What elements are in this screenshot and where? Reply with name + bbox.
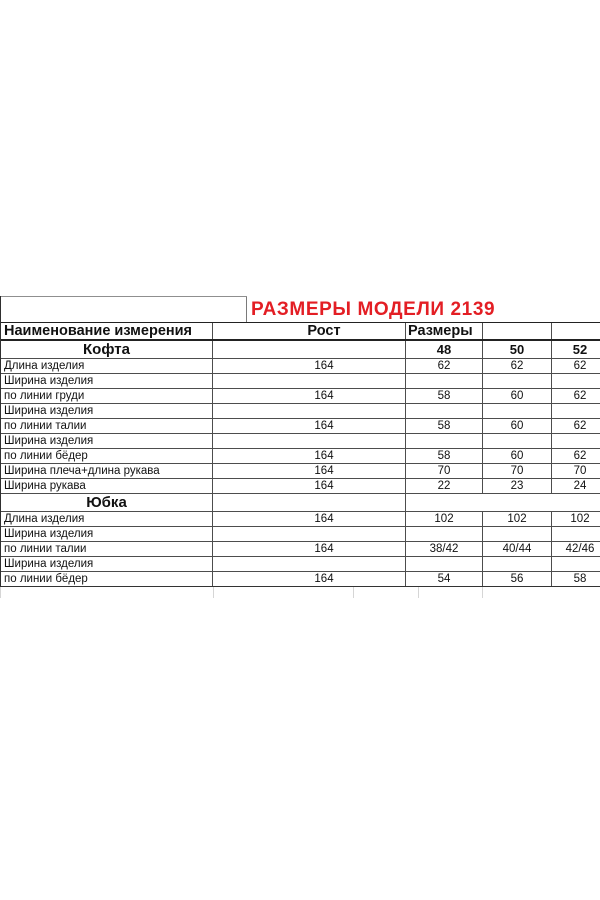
measure-label-cell: Ширина изделия xyxy=(1,557,213,571)
size-value-cell xyxy=(483,557,552,571)
size-value-cell xyxy=(552,434,600,448)
size-value-cell: 54 xyxy=(406,572,483,586)
size-value-cell xyxy=(406,404,483,418)
table-row-kofta xyxy=(1,464,600,479)
grid-stub-line xyxy=(0,587,1,598)
col-header-razmery: Размеры xyxy=(406,323,483,339)
rost-value-cell xyxy=(213,434,406,448)
rost-value-cell xyxy=(213,374,406,388)
size-value-cell: 70 xyxy=(406,464,483,478)
section-row-yubka xyxy=(1,494,600,512)
col-header-empty-2 xyxy=(552,323,600,339)
size-value-cell: 60 xyxy=(483,419,552,433)
size-value-cell xyxy=(552,374,600,388)
section-row-kofta xyxy=(1,341,600,359)
table-row-kofta xyxy=(1,419,600,434)
size-value-cell: 62 xyxy=(483,359,552,373)
size-value-cell xyxy=(552,527,600,541)
measure-label-cell: по линии груди xyxy=(1,389,213,403)
col-header-empty-1 xyxy=(483,323,552,339)
size-value-cell xyxy=(483,374,552,388)
measure-label-cell: Длина изделия xyxy=(1,512,213,526)
table-row-kofta xyxy=(1,434,600,449)
table-row-yubka xyxy=(1,527,600,542)
size-value-cell: 102 xyxy=(570,513,590,525)
title-row-gridline xyxy=(246,297,247,322)
size-value-cell: 62 xyxy=(573,360,587,372)
size-value-cell: 62 xyxy=(573,390,587,402)
section-label: Кофта xyxy=(1,341,213,358)
measure-label-cell: по линии бёдер xyxy=(1,449,213,463)
rost-value-cell: 164 xyxy=(213,449,406,463)
measure-label-cell: Ширина изделия xyxy=(1,404,213,418)
size-table xyxy=(1,322,600,587)
size-header-52: 52 xyxy=(572,342,588,357)
size-value-cell xyxy=(552,404,600,418)
rost-value-cell: 164 xyxy=(213,479,406,493)
size-value-cell xyxy=(406,527,483,541)
table-row-yubka xyxy=(1,542,600,557)
measure-label-cell: Ширина изделия xyxy=(1,527,213,541)
size-value-cell xyxy=(483,404,552,418)
rost-value-cell: 164 xyxy=(213,512,406,526)
table-row-kofta xyxy=(1,389,600,404)
size-table-body xyxy=(1,341,600,587)
size-value-cell: 38/42 xyxy=(406,542,483,556)
size-value-cell xyxy=(483,527,552,541)
rost-value-cell xyxy=(213,404,406,418)
grid-stub-line xyxy=(482,587,483,598)
col-header-measure: Наименование измерения xyxy=(1,323,213,339)
rost-value-cell: 164 xyxy=(213,389,406,403)
size-value-cell: 58 xyxy=(573,573,587,585)
table-row-kofta xyxy=(1,449,600,464)
grid-stub-line xyxy=(353,587,354,598)
measure-label-cell: Ширина плеча+длина рукава xyxy=(1,464,213,478)
rost-value-cell: 164 xyxy=(213,464,406,478)
size-value-cell xyxy=(552,557,600,571)
table-row-kofta xyxy=(1,374,600,389)
size-value-cell: 60 xyxy=(483,449,552,463)
size-value-cell: 23 xyxy=(483,479,552,493)
partial-top-gridline xyxy=(0,296,247,297)
rost-value-cell: 164 xyxy=(213,542,406,556)
size-value-cell: 42/46 xyxy=(565,543,595,555)
section-label: Юбка xyxy=(1,494,213,511)
table-row-yubka xyxy=(1,572,600,587)
measure-label-cell: Ширина изделия xyxy=(1,434,213,448)
size-value-cell: 24 xyxy=(573,480,587,492)
table-row-yubka xyxy=(1,512,600,527)
rost-value-cell: 164 xyxy=(213,359,406,373)
size-value-cell: 22 xyxy=(406,479,483,493)
size-value-cell: 62 xyxy=(573,420,587,432)
size-value-cell: 58 xyxy=(406,389,483,403)
table-header-row xyxy=(1,323,600,341)
measure-label-cell: по линии талии xyxy=(1,419,213,433)
measure-label-cell: Длина изделия xyxy=(1,359,213,373)
size-value-cell: 56 xyxy=(483,572,552,586)
size-value-cell: 70 xyxy=(483,464,552,478)
section-rost-cell xyxy=(213,341,406,358)
measure-label-cell: Ширина рукава xyxy=(1,479,213,493)
grid-stub-line xyxy=(418,587,419,598)
col-header-rost: Рост xyxy=(213,323,406,339)
size-value-cell: 102 xyxy=(483,512,552,526)
section-rost-cell xyxy=(213,494,406,511)
rost-value-cell xyxy=(213,527,406,541)
table-row-kofta xyxy=(1,359,600,374)
size-value-cell xyxy=(406,434,483,448)
measure-label-cell: по линии талии xyxy=(1,542,213,556)
measure-label-cell: по линии бёдер xyxy=(1,572,213,586)
size-value-cell: 60 xyxy=(483,389,552,403)
section-merged-cell xyxy=(406,494,600,511)
size-value-cell: 70 xyxy=(573,465,587,477)
measure-label-cell: Ширина изделия xyxy=(1,374,213,388)
size-value-cell: 58 xyxy=(406,419,483,433)
size-value-cell: 62 xyxy=(406,359,483,373)
size-header-50: 50 xyxy=(483,341,552,358)
rost-value-cell: 164 xyxy=(213,419,406,433)
size-value-cell: 40/44 xyxy=(483,542,552,556)
table-row-kofta xyxy=(1,404,600,419)
table-row-kofta xyxy=(1,479,600,494)
size-value-cell xyxy=(483,434,552,448)
grid-stub-line xyxy=(213,587,214,598)
size-value-cell xyxy=(406,374,483,388)
size-header-48: 48 xyxy=(406,341,483,358)
table-row-yubka xyxy=(1,557,600,572)
rost-value-cell xyxy=(213,557,406,571)
size-value-cell: 62 xyxy=(573,450,587,462)
size-value-cell: 102 xyxy=(406,512,483,526)
size-value-cell xyxy=(406,557,483,571)
rost-value-cell: 164 xyxy=(213,572,406,586)
size-value-cell: 58 xyxy=(406,449,483,463)
page-title: РАЗМЕРЫ МОДЕЛИ 2139 xyxy=(251,299,496,320)
